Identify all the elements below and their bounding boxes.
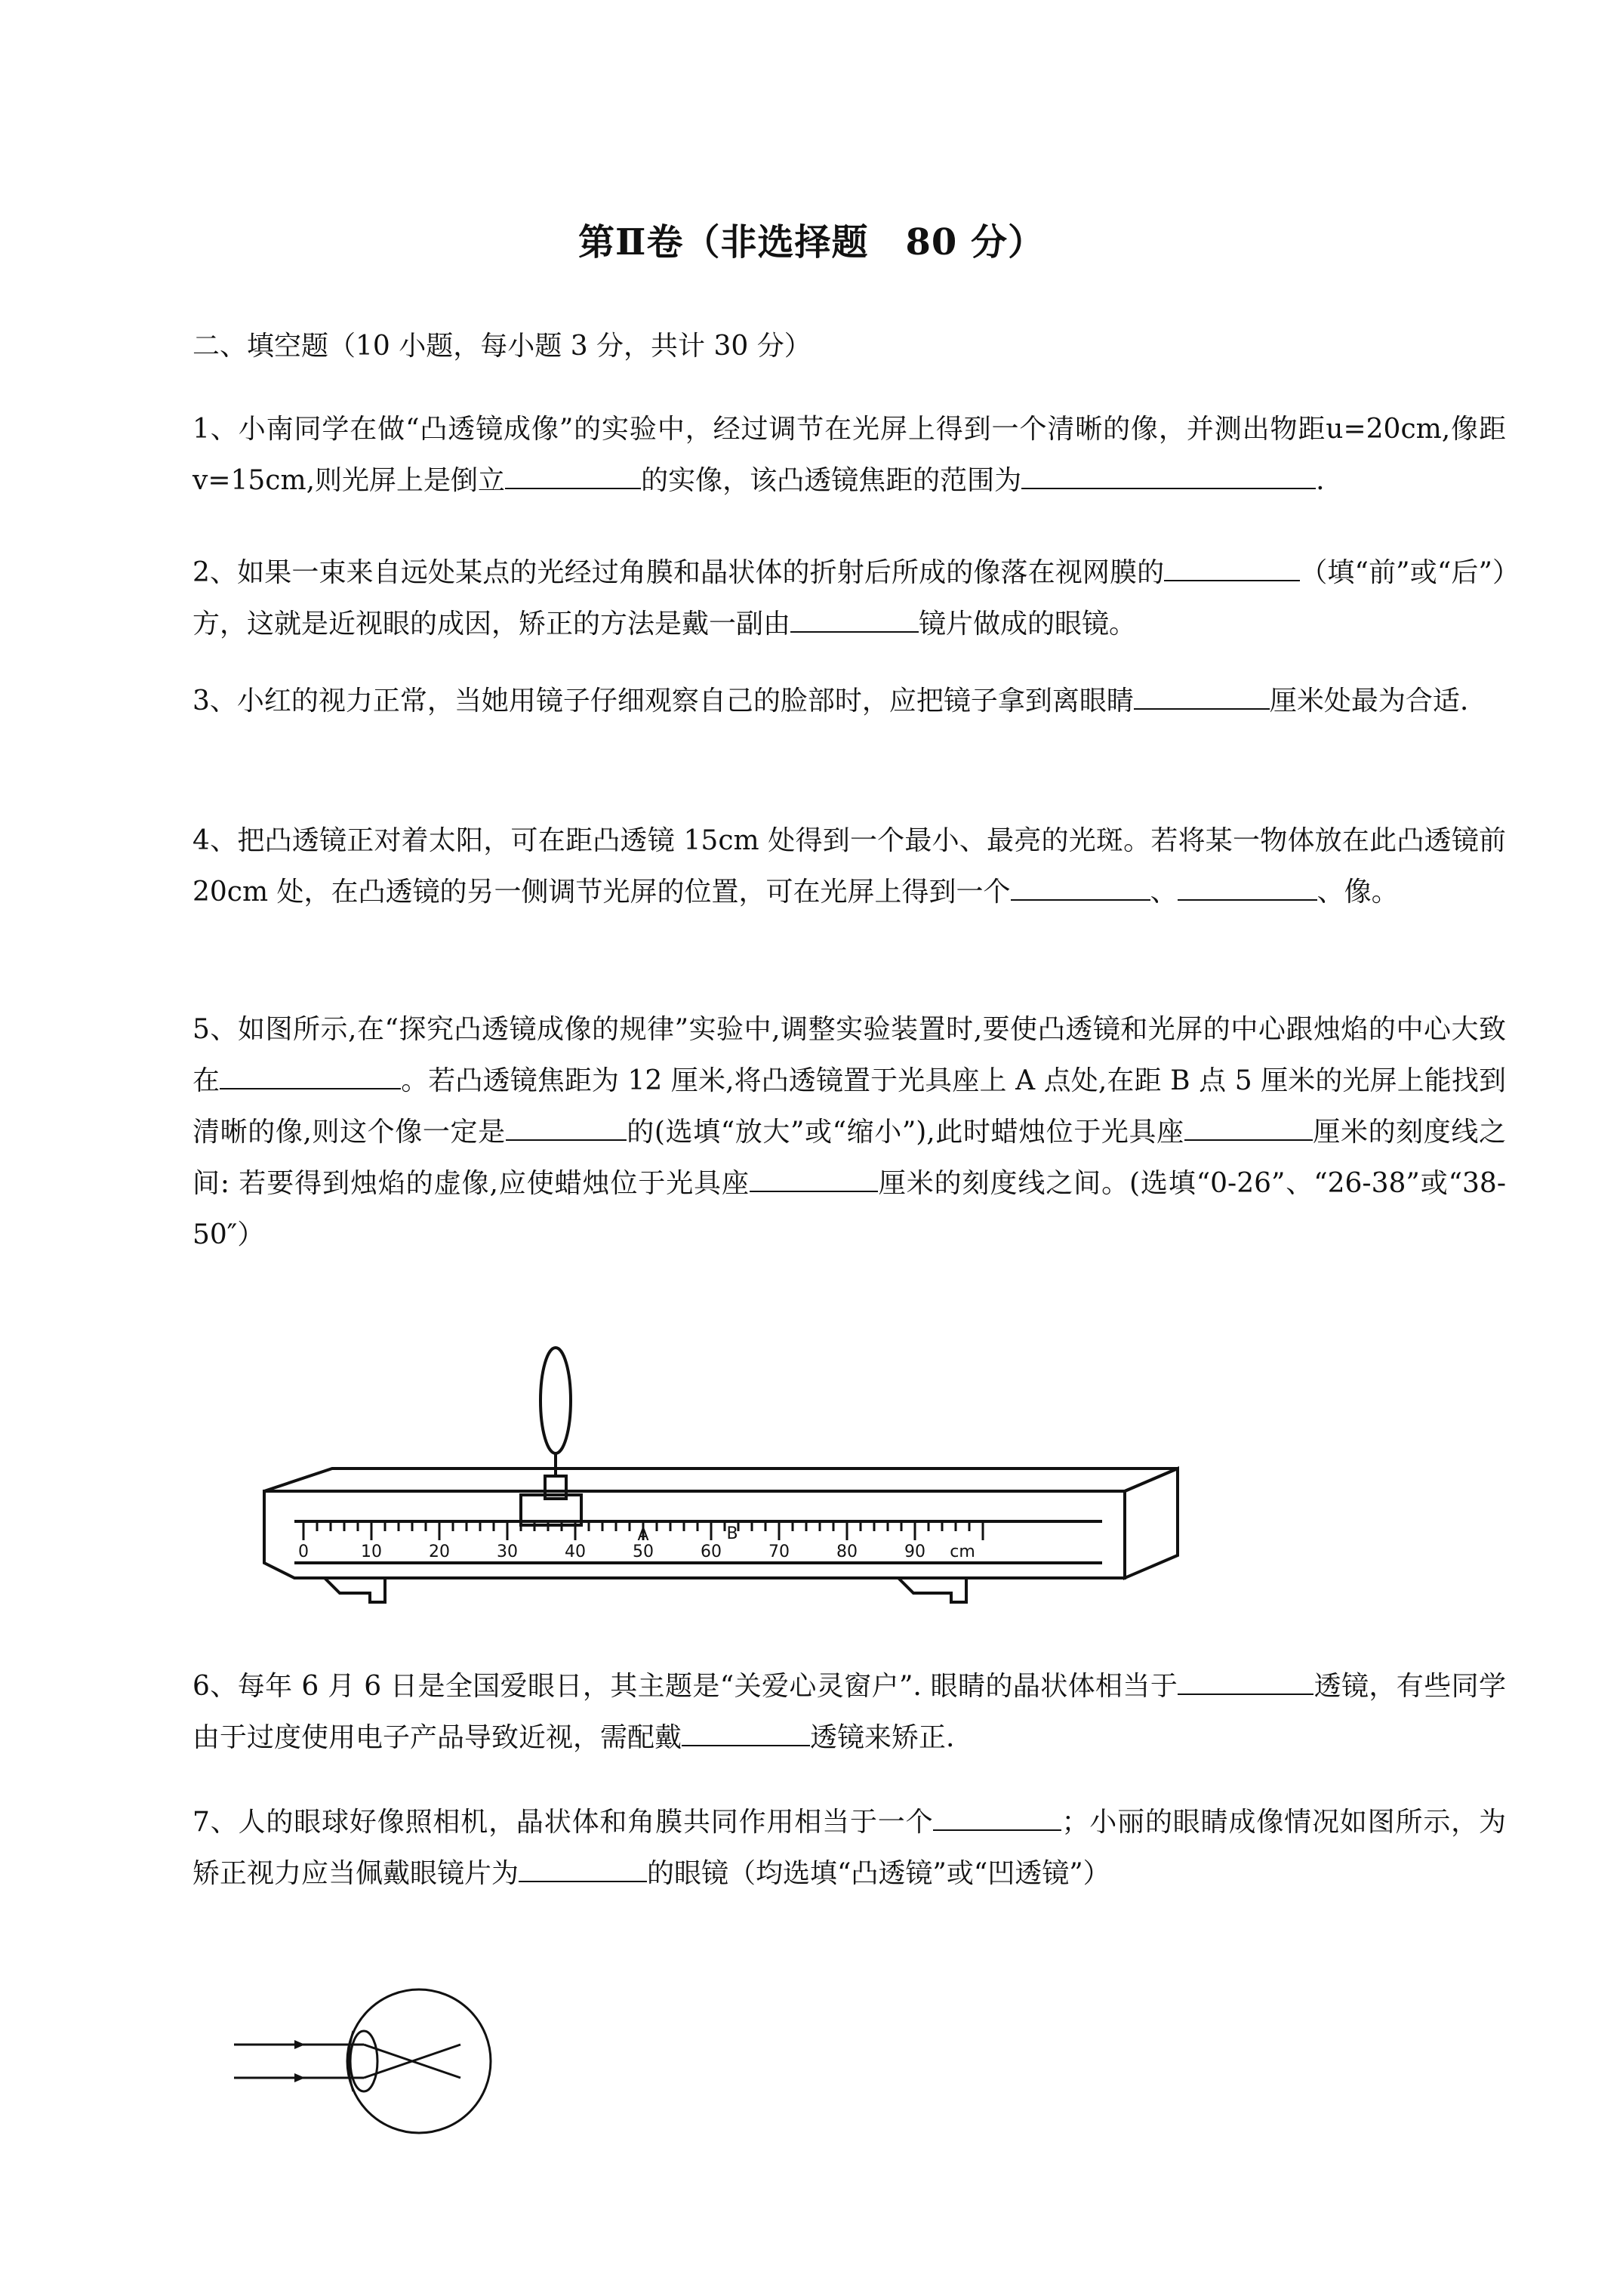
q2-text-a: 2、如果一束来自远处某点的光经过角膜和晶状体的折射后所成的像落在视网膜的 bbox=[192, 557, 1165, 588]
optical-bench-figure bbox=[249, 1336, 1208, 1616]
page-title: 第Ⅱ卷（非选择题 80 分） bbox=[578, 221, 1045, 264]
q4-text-c: 、像。 bbox=[1317, 877, 1399, 908]
question-2 bbox=[192, 547, 1506, 650]
q5-text-e: 厘米的刻度线之间。(选填“0-26”、“26-38”或“38-50″） bbox=[192, 1168, 1506, 1250]
tick-label: 30 bbox=[497, 1542, 518, 1561]
q7-blank-2[interactable] bbox=[519, 1854, 647, 1882]
tick-label: 70 bbox=[768, 1542, 790, 1561]
tick-label: 60 bbox=[701, 1542, 722, 1561]
eye-diagram-figure bbox=[226, 1978, 528, 2144]
tick-label: 20 bbox=[429, 1542, 450, 1561]
q7-text-b: ；小丽的眼睛成像情况如图所示，为矫正视力应当佩戴眼镜片为 bbox=[192, 1807, 1506, 1889]
q1-text-a: 1、小南同学在做“凸透镜成像”的实验中，经过调节在光屏上得到一个清晰的像，并测出物距u=20cm,像距v=15cm,则光屏上是倒立 bbox=[192, 414, 1506, 496]
bench-foot-right bbox=[898, 1578, 966, 1602]
question-7 bbox=[192, 1797, 1506, 1900]
point-a-label: A bbox=[637, 1526, 649, 1545]
tick-label: 40 bbox=[565, 1542, 586, 1561]
q5-text-b: 。若凸透镜焦距为 12 厘米,将凸透镜置于光具座上 A 点处,在距 B 点 5 厘米的光屏上能找到清晰的像,则这个像一定是 bbox=[192, 1065, 1506, 1148]
tick-label: 90 bbox=[904, 1542, 925, 1561]
q7-blank-1[interactable] bbox=[933, 1802, 1061, 1831]
eyeball-shape bbox=[347, 1989, 491, 2133]
q5-text-d: 厘米的刻度线之间: 若要得到烛焰的虚像,应使蜡烛位于光具座 bbox=[192, 1117, 1506, 1199]
bench-top bbox=[264, 1469, 1178, 1491]
point-b-label: B bbox=[726, 1524, 738, 1543]
scale-unit: cm bbox=[950, 1542, 975, 1561]
tick-label: 0 bbox=[298, 1542, 309, 1561]
q5-blank-2[interactable] bbox=[506, 1112, 627, 1141]
q2-blank-2[interactable] bbox=[790, 604, 919, 633]
q4-text-b: 、 bbox=[1150, 877, 1178, 908]
question-5 bbox=[192, 1004, 1506, 1261]
q7-text-c: 的眼镜（均选填“凸透镜”或“凹透镜”） bbox=[647, 1858, 1110, 1889]
bench-end bbox=[1125, 1469, 1178, 1578]
question-1 bbox=[192, 404, 1506, 507]
question-3 bbox=[192, 676, 1506, 727]
section-heading: 二、填空题（10 小题，每小题 3 分，共计 30 分） bbox=[192, 331, 812, 362]
q4-text-a: 4、把凸透镜正对着太阳，可在距凸透镜 15cm 处得到一个最小、最亮的光斑。若将某一物体放在此凸透镜前 20cm 处，在凸透镜的另一侧调节光屏的位置，可在光屏上得到一个 bbox=[192, 825, 1506, 908]
q4-blank-1[interactable] bbox=[1011, 872, 1150, 901]
q4-blank-2[interactable] bbox=[1178, 872, 1317, 901]
bench-foot-left bbox=[325, 1578, 385, 1602]
q2-text-c: 镜片做成的眼镜。 bbox=[919, 609, 1137, 639]
q5-text-c: 的(选填“放大”或“缩小”),此时蜡烛位于光具座 bbox=[626, 1117, 1184, 1148]
q6-text-b: 透镜，有些同学由于过度使用电子产品导致近视，需配戴 bbox=[192, 1671, 1506, 1753]
q7-text-a: 7、人的眼球好像照相机，晶状体和角膜共同作用相当于一个 bbox=[192, 1807, 934, 1838]
q5-text-a: 5、如图所示,在“探究凸透镜成像的规律”实验中,调整实验装置时,要使凸透镜和光屏的中心跟烛焰的中心大致在 bbox=[192, 1014, 1506, 1096]
q2-text-b: （填“前”或“后”）方，这就是近视眼的成因，矫正的方法是戴一副由 bbox=[192, 557, 1506, 639]
q1-blank-2[interactable] bbox=[1021, 461, 1316, 489]
q6-blank-2[interactable] bbox=[682, 1718, 810, 1746]
tick-label: 50 bbox=[633, 1542, 654, 1561]
q5-blank-4[interactable] bbox=[750, 1163, 878, 1192]
bench-front bbox=[264, 1491, 1125, 1578]
arrow-icon bbox=[294, 2040, 305, 2049]
tick-label: 10 bbox=[361, 1542, 382, 1561]
q1-blank-1[interactable] bbox=[505, 461, 641, 489]
q2-blank-1[interactable] bbox=[1164, 553, 1300, 581]
question-6 bbox=[192, 1661, 1506, 1764]
q5-blank-1[interactable] bbox=[220, 1061, 401, 1089]
question-4 bbox=[192, 815, 1506, 918]
q3-text-a: 3、小红的视力正常，当她用镜子仔细观察自己的脸部时，应把镜子拿到离眼睛 bbox=[192, 686, 1134, 717]
q6-text-a: 6、每年 6 月 6 日是全国爱眼日，其主题是“关爱心灵窗户”. 眼睛的晶状体相当于 bbox=[192, 1671, 1178, 1702]
q6-text-c: 透镜来矫正. bbox=[810, 1722, 955, 1753]
arrow-icon bbox=[294, 2073, 305, 2082]
q6-blank-1[interactable] bbox=[1178, 1666, 1313, 1695]
q3-blank-1[interactable] bbox=[1134, 681, 1270, 710]
q1-text-b: 的实像，该凸透镜焦距的范围为 bbox=[641, 465, 1022, 496]
eye-lens-shape bbox=[350, 2031, 377, 2091]
lens-shape bbox=[540, 1348, 571, 1453]
tick-label: 80 bbox=[836, 1542, 858, 1561]
q5-blank-3[interactable] bbox=[1184, 1112, 1313, 1141]
q1-text-c: . bbox=[1316, 465, 1325, 496]
q3-text-b: 厘米处最为合适. bbox=[1269, 686, 1469, 717]
